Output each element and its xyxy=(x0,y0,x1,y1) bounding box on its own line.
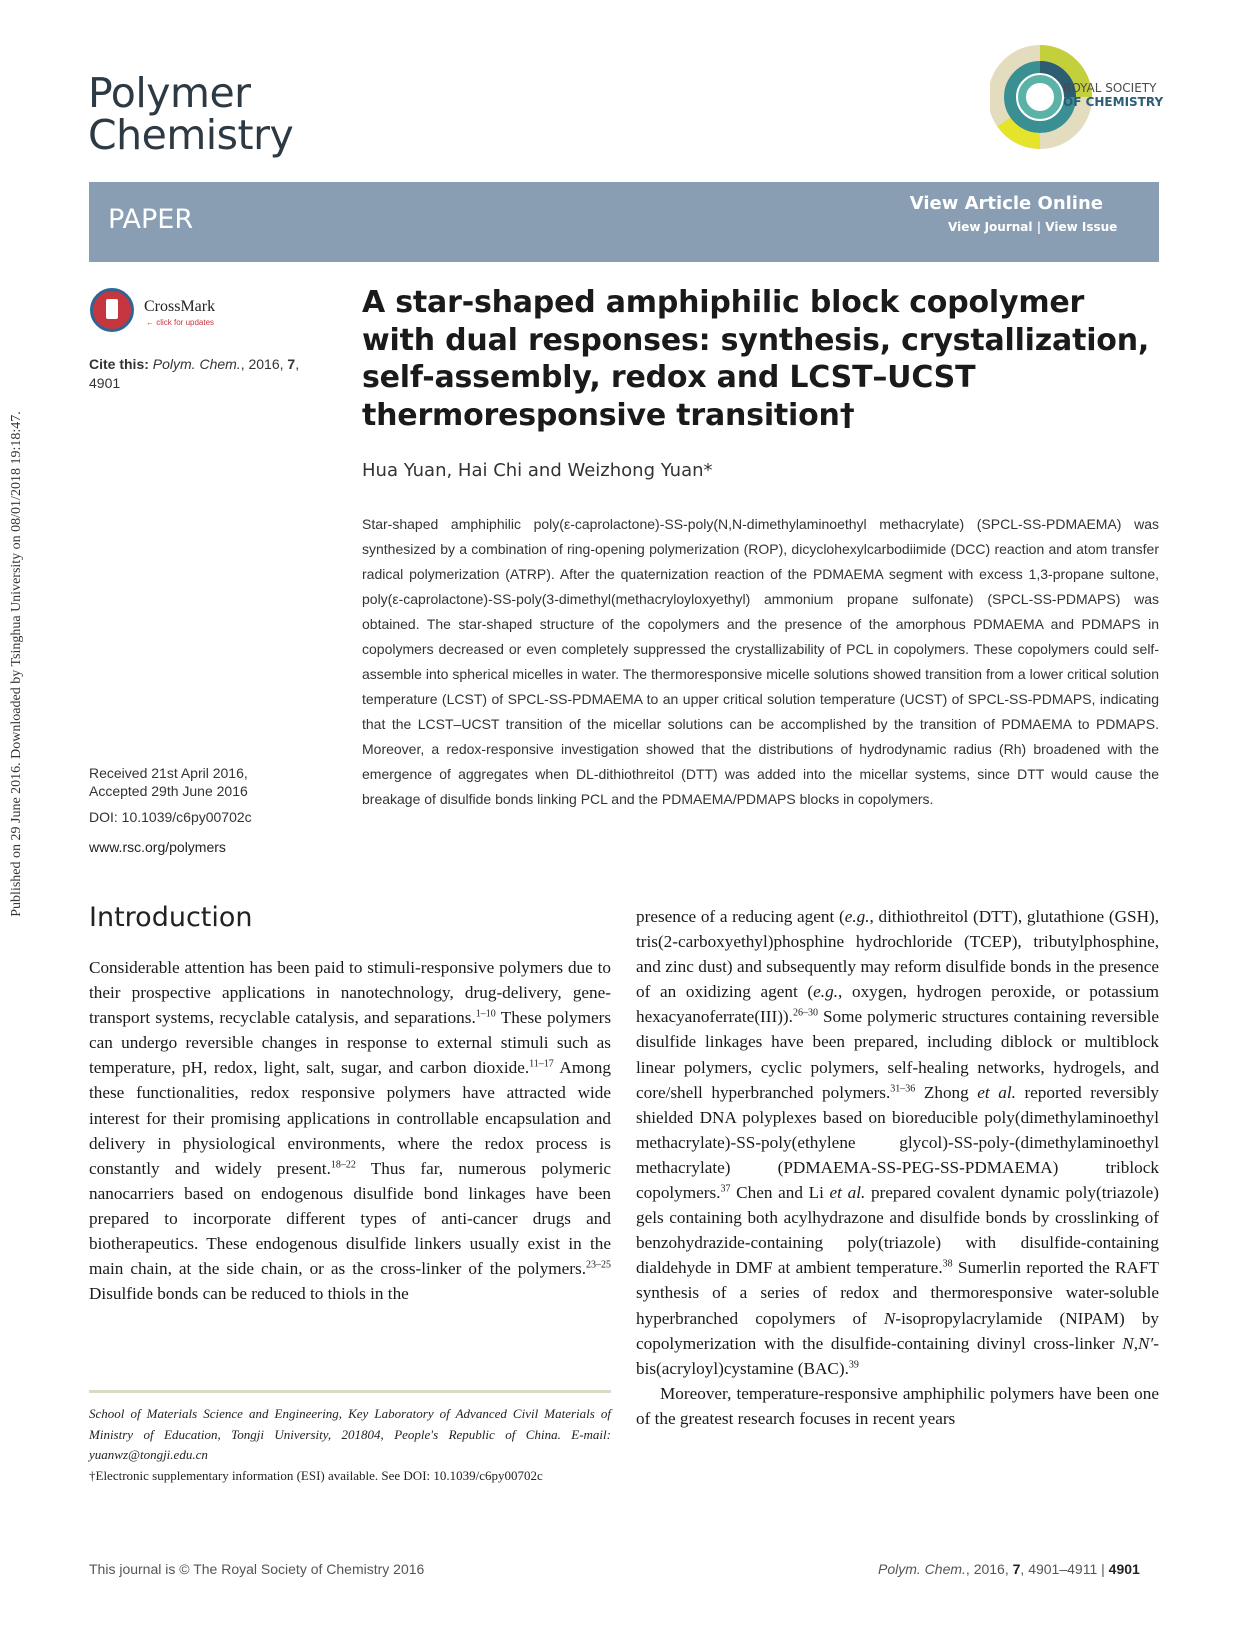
paper-banner xyxy=(89,182,1159,262)
paragraph xyxy=(636,904,1159,1381)
reference-link[interactable]: 39 xyxy=(848,1358,859,1370)
affiliation-note xyxy=(89,1404,611,1466)
crossmark-icon xyxy=(90,288,134,332)
footer-sep: | xyxy=(1097,1561,1109,1577)
text-run: et al. xyxy=(977,1082,1016,1102)
reference-link[interactable]: 26–30 xyxy=(792,1007,818,1019)
cite-prefix: Cite this: xyxy=(89,356,149,372)
footer-pages: , 4901–4911 xyxy=(1020,1561,1098,1577)
reference-link[interactable]: 38 xyxy=(942,1258,953,1270)
text-run: These polymers can undergo reversible changes in response to external stimuli such as temperature, pH, redox, light, salt, sugar, and carbon dioxide. xyxy=(89,1008,612,1078)
reference-link[interactable]: 31–36 xyxy=(890,1082,916,1094)
abstract: Star-shaped amphiphilic poly(ε-caprolactone)-SS-poly(N,N-dimethylaminoethyl methacrylate) (SPCL-SS-PDMAEMA) was synthesized by a combination of ring-opening polymerization (ROP), dicyclohexylcarbodiimide (DCC) reaction and atom transfer radical polymerization (ATRP). After the quaternization reaction of the PDMAEMA segment with excess 1,3-propane sultone, poly(ε-caprolactone)-SS-poly(3-dimethyl(methacryloyloxyethyl) ammonium propane sulfonate) (SPCL-SS-PDMAPS) was obtained. The star-shaped structure of the copolymers and the presence of the amorphous PDMAEMA and PDMAPS in copolymers decreased or even completely suppressed the crystallizability of PCL in copolymers. These copolymers could self-assemble into spherical micelles in water. The thermoresponsive micelle solutions showed transition from a lower critical solution temperature (LCST) of SPCL-SS-PDMAEMA to an upper critical solution temperature (UCST) of SPCL-SS-PDMAPS, indicating that the LCST–UCST transition of the micellar solutions can be accomplished by the transition of PDMAEMA to PDMAPS. Moreover, a redox-responsive investigation showed that the distributions of hydrodynamic radius (Rh) broadened with the emergence of aggregates when DL-dithiothreitol (DTT) was added into the micellar systems, since DTT would cause the breakage of disulfide bonds linking PCL and the PDMAEMA/PDMAPS blocks in copolymers. xyxy=(362,516,1159,807)
article-type-label: PAPER xyxy=(108,204,194,235)
text-run: , dithiothreitol (DTT), glutathione (GSH), tris(2-carboxyethyl)phosphine hydrochloride (TCEP), tributylphosphine, and zinc dust) and subsequently may reform disulfide bonds in the presence of an oxidizing agent ( xyxy=(636,907,1160,1002)
reference-link[interactable]: 1–10 xyxy=(475,1008,496,1020)
crossmark-label: CrossMark xyxy=(144,298,216,315)
reference-link[interactable]: 37 xyxy=(720,1183,731,1195)
section-heading-introduction: Introduction xyxy=(89,902,253,933)
text-run: e.g. xyxy=(844,907,870,926)
view-journal-link[interactable]: View Journal xyxy=(948,220,1033,234)
text-run: Chen and Li xyxy=(730,1183,830,1203)
text-run: Some polymeric structures containing reversible disulfide linkages have been prepared, including diblock or multiblock linear polymers, cyclic polymers, self-healing networks, hydrogels, and core/shell hyperbranched polymers. xyxy=(636,1007,1159,1102)
esi-note: †Electronic supplementary information (ESI) available. See DOI: 10.1039/c6py00702c xyxy=(89,1467,543,1483)
body-column-left xyxy=(89,955,611,1306)
copyright-footer: This journal is © The Royal Society of Chemistry 2016 xyxy=(89,1561,425,1577)
view-article-online-link[interactable]: View Article Online xyxy=(909,193,1103,214)
cite-page: 4901 xyxy=(89,375,121,391)
rsc-logo-line1: ROYAL SOCIETY xyxy=(1063,81,1157,95)
crossmark-sub: ← click for updates xyxy=(146,318,215,327)
download-note-text: Published on 29 June 2016. Downloaded by Tsinghua University on 08/01/2018 19:18:47. xyxy=(9,411,24,917)
journal-title-line1: Polymer xyxy=(88,69,251,117)
view-issue-link[interactable]: View Issue xyxy=(1045,220,1118,234)
banner-links xyxy=(948,220,1117,234)
journal-title-line2: Chemistry xyxy=(88,111,294,159)
journal-url-link[interactable]: www.rsc.org/polymers xyxy=(89,839,226,855)
text-run: Sumerlin reported the RAFT synthesis of a series of redox and thermoresponsive water-soluble hyperbranched copolymers of xyxy=(636,1258,1159,1328)
body-column-right xyxy=(636,904,1159,1431)
cite-volume: 7 xyxy=(287,356,296,372)
crossmark-sub-text: click for updates xyxy=(156,318,215,327)
journal-title xyxy=(88,69,294,159)
text-run: N,N′ xyxy=(1122,1333,1154,1353)
text-run: Among these functionalities, redox responsive polymers have attracted wide interest for their promising applications in controllable encapsulation and delivery in physiological environments, where the redox process is constantly and widely present. xyxy=(89,1058,611,1178)
text-run: -bis(acryloyl)cystamine (BAC). xyxy=(636,1333,1159,1378)
link-separator: | xyxy=(1036,220,1042,234)
footer-year: , 2016, xyxy=(965,1561,1013,1577)
rsc-logo xyxy=(990,40,1165,155)
text-run: Considerable attention has been paid to stimuli-responsive polymers due to their prospective applications in nanotechnology, drug-delivery, gene-transport systems, recyclable catalysis, and separations. xyxy=(89,958,611,1028)
text-run: Thus far, numerous polymeric nanocarriers based on endogenous disulfide bond linkages have been prepared to incorporate different types of anti-cancer drugs and biotherapeutics. These endogenous disulfide linkers usually exist in the main chain, at the side chain, or as the cross-linker of the polymers. xyxy=(89,1158,612,1279)
author-list: Hua Yuan, Hai Chi and Weizhong Yuan* xyxy=(362,460,713,481)
article-title: A star-shaped amphiphilic block copolymer with dual responses: synthesis, crystallization, self-assembly, redox and LCST–UCST thermoresponsive transition† xyxy=(362,285,1150,433)
text-run: , oxygen, hydrogen peroxide, or potassium hexacyanoferrate(III)). xyxy=(636,982,1159,1027)
rsc-logo-line2: OF CHEMISTRY xyxy=(1063,95,1164,109)
reference-link[interactable]: 23–25 xyxy=(586,1259,611,1271)
download-note xyxy=(0,360,36,980)
footer-volume: 7 xyxy=(1012,1561,1021,1577)
doi-text[interactable]: DOI: 10.1039/c6py00702c xyxy=(89,809,252,825)
cite-year: 2016, xyxy=(248,356,284,372)
article-dates xyxy=(89,764,319,856)
text-run: -isopropylacrylamide (NIPAM) by copolymerization with the disulfide-containing divinyl cross-linker xyxy=(636,1308,1160,1353)
cite-journal: Polym. Chem. xyxy=(152,356,241,372)
page-number: 4901 xyxy=(1108,1561,1140,1577)
text-run: Disulfide bonds can be reduced to thiols in the xyxy=(89,1284,409,1304)
received-date: Received 21st April 2016, xyxy=(89,765,248,781)
affiliation-text: School of Materials Science and Engineering, Key Laboratory of Advanced Civil Materials of Ministry of Education, Tongji University, 201804, People's Republic of China. E-mail: yuanwz@tongji.edu.cn xyxy=(89,1406,611,1462)
reference-link[interactable]: 11–17 xyxy=(529,1058,554,1070)
text-run: e.g. xyxy=(813,982,838,1002)
text-run: presence of a reducing agent ( xyxy=(636,907,845,926)
footnote-divider xyxy=(89,1390,611,1393)
reference-link[interactable]: 18–22 xyxy=(330,1159,356,1171)
citation-info: Cite this: Polym. Chem., 2016, 7, 4901 xyxy=(89,356,300,391)
text-run: Zhong xyxy=(915,1082,978,1102)
footer-journal: Polym. Chem. xyxy=(878,1561,966,1577)
page-footer xyxy=(878,1561,1140,1577)
text-run: reported reversibly shielded DNA polyplexes based on bioreducible poly(dimethylaminoethyl methacrylate)-SS-poly(ethylene glycol)-SS-poly-(dimethylaminoethyl methacrylate) (PDMAEMA-SS-PEG-SS-PDMAEMA) triblock copolymers. xyxy=(636,1082,1159,1203)
text-run: et al. xyxy=(829,1183,866,1203)
crossmark-button[interactable] xyxy=(90,288,230,338)
rsc-logo-icon xyxy=(990,40,1165,155)
text-run: prepared covalent dynamic poly(triazole) gels containing both acylhydrazone and disulfide bonds by crosslinking of benzohydrazide-containing poly(triazole) with disulfide-containing dialdehyde in DMF at ambient temperature. xyxy=(636,1183,1159,1278)
text-run: N xyxy=(883,1308,896,1328)
accepted-date: Accepted 29th June 2016 xyxy=(89,783,248,799)
paragraph: Moreover, temperature-responsive amphiphilic polymers have been one of the greatest research focuses in recent years xyxy=(636,1383,1159,1428)
footnotes xyxy=(89,1404,611,1486)
